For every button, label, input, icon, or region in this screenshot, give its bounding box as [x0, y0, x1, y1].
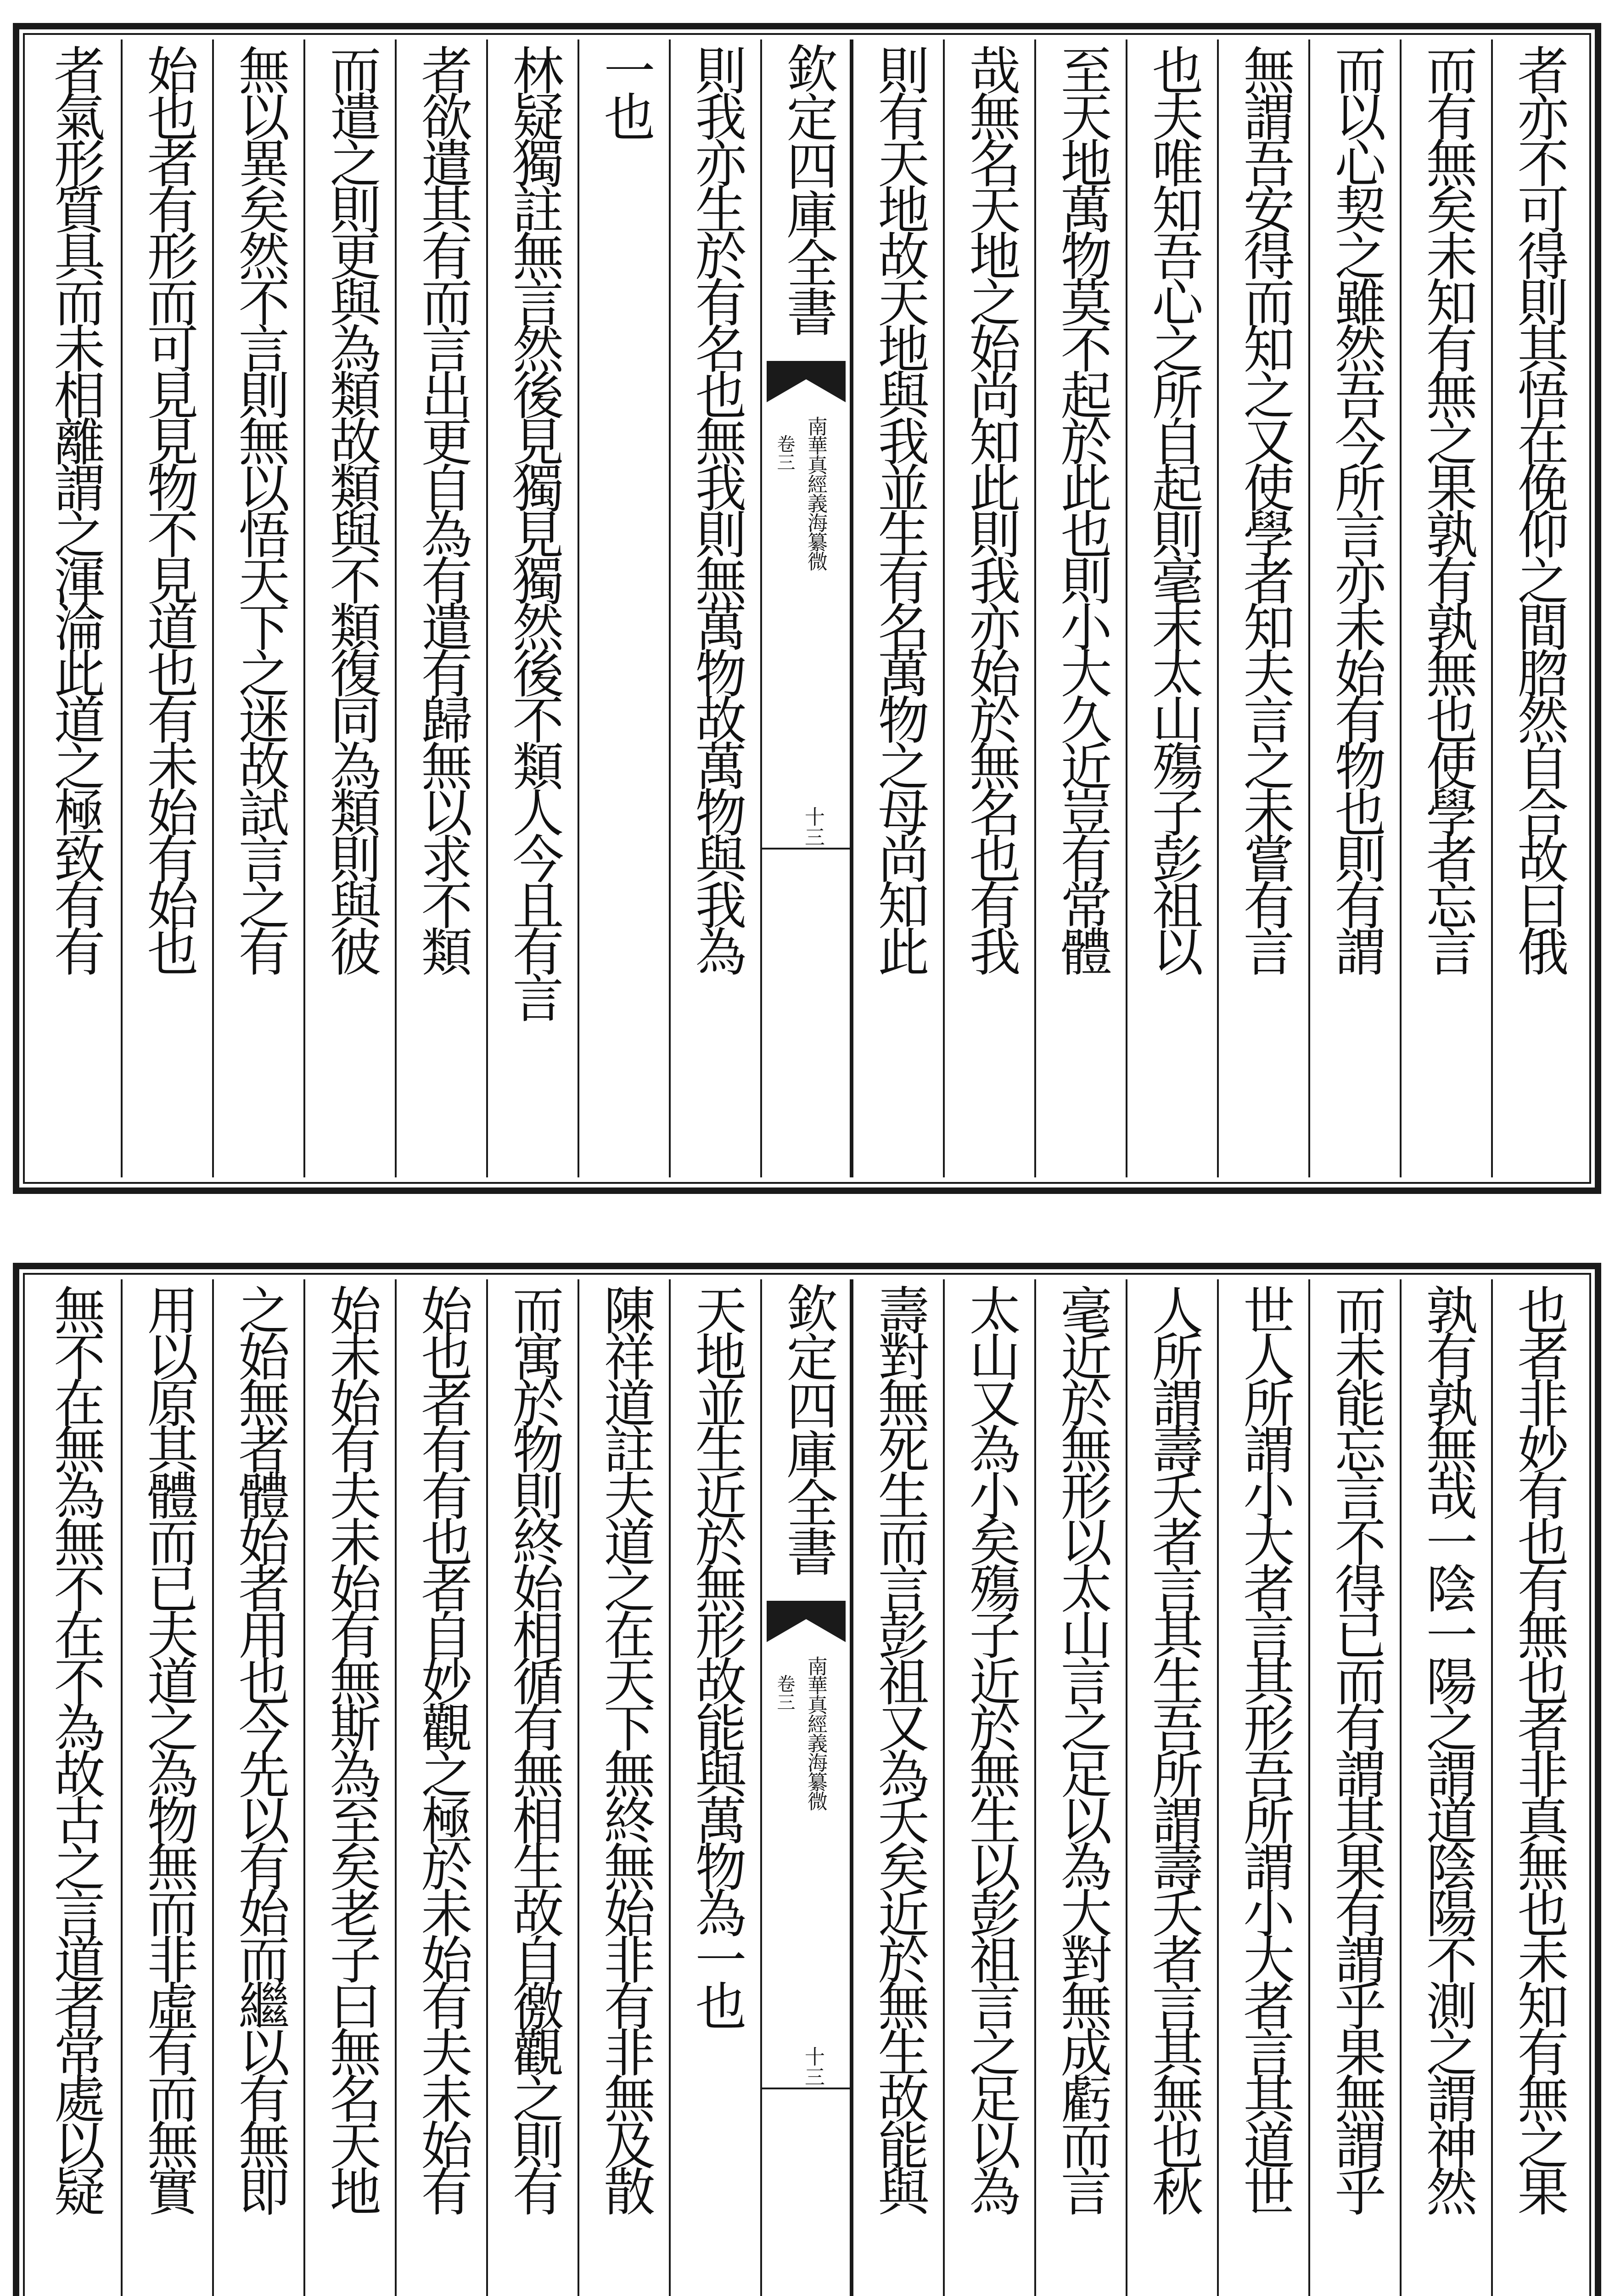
text-column: 者氣形質具而未相離謂之渾淪此道之極致有有: [45, 44, 105, 972]
center-spine: [760, 1279, 852, 2296]
folio-number: 十三: [801, 2046, 824, 2087]
fishtail-mark-icon: [767, 1601, 846, 1642]
text-column: 而寓於物則終始相循有無相生故自徼觀之則有: [486, 1279, 578, 2296]
collection-title: 欽定四庫全書: [778, 1282, 838, 1574]
fishtail-mark-icon: [767, 361, 846, 402]
text-column: 用以原其體而已夫道之為物無而非虛有而無實: [121, 1279, 212, 2296]
book-title: 南華真經義海纂微: [804, 416, 827, 570]
text-column: 則有天地故天地與我並生有名萬物之母尚知此: [852, 39, 943, 1177]
divider: [762, 2088, 853, 2089]
text-column: 天地並生近於無形故能與萬物為一也: [669, 1279, 760, 2296]
text-column: 而未能忘言不得已而有謂其果有謂乎果無謂乎: [1308, 1279, 1400, 2296]
text-column: 孰有孰無哉一陰一陽之謂道陰陽不測之謂神然: [1400, 1279, 1491, 2296]
text-columns: [29, 1279, 1585, 2296]
text-column: 始也者有形而可見見物不見道也有未始有始也: [121, 39, 212, 1177]
text-column: 則我亦生於有名也無我則無萬物故萬物與我為: [669, 39, 760, 1177]
text-column: 者亦不可得則其悟在俛仰之間脗然自合故曰俄: [1491, 39, 1582, 1177]
text-column: 者欲遣其有而言出更自為有遣有歸無以求不類: [395, 39, 486, 1177]
divider: [762, 848, 853, 850]
book-title: 南華真經義海纂微: [804, 1656, 827, 1810]
folio-number: 十三: [801, 806, 824, 847]
text-column: 而有無矣未知有無之果孰有孰無也使學者忘言: [1400, 39, 1491, 1177]
text-column: 人所謂壽夭者言其生吾所謂壽夭者言其無也秋: [1126, 1279, 1217, 2296]
text-column: 也者非妙有也有無也者非真無也未知有無之果: [1491, 1279, 1582, 2296]
page-bottom: [13, 1263, 1601, 2296]
text-column: 始未始有夫未始有無斯為至矣老子曰無名天地: [303, 1279, 395, 2296]
text-column: 一也: [578, 39, 669, 1177]
page-top: [13, 23, 1601, 1194]
text-column: 壽對無死生而言彭祖又為夭矣近於無生故能與: [852, 1279, 943, 2296]
text-column: 至天地萬物莫不起於此也則小大久近豈有常體: [1034, 39, 1126, 1177]
text-column: 無謂吾安得而知之又使學者知夫言之未嘗有言: [1217, 39, 1308, 1177]
text-column: 世人所謂小大者言其形吾所謂小大者言其道世: [1217, 1279, 1308, 2296]
center-spine: [760, 39, 852, 1177]
text-column: 始也者有有也者自妙觀之極於未始有夫未始有: [395, 1279, 486, 2296]
text-column: 毫近於無形以太山言之足以為大對無成虧而言: [1034, 1279, 1126, 2296]
text-column: 林疑獨註無言然後見獨見獨然後不類人今且有言: [486, 39, 578, 1177]
text-column: 也夫唯知吾心之所自起則毫末太山殤子彭祖以: [1126, 39, 1217, 1177]
text-column: 而以心契之雖然吾今所言亦未始有物也則有謂: [1308, 39, 1400, 1177]
chapter-label: 卷三: [774, 434, 795, 471]
text-columns: [29, 39, 1585, 1177]
collection-title: 欽定四庫全書: [778, 42, 838, 334]
text-column: 無以異矣然不言則無以悟天下之迷故試言之有: [212, 39, 303, 1177]
chapter-label: 卷三: [774, 1674, 795, 1711]
text-column: 而遣之則更與為類故類與不類復同為類則與彼: [303, 39, 395, 1177]
text-column: 之始無者體始者用也今先以有始而繼以有無即: [212, 1279, 303, 2296]
text-column: 陳祥道註夫道之在天下無終無始非有非無及散: [578, 1279, 669, 2296]
text-column: 哉無名天地之始尚知此則我亦始於無名也有我: [943, 39, 1034, 1177]
text-column: 太山又為小矣殤子近於無生以彭祖言之足以為: [943, 1279, 1034, 2296]
text-column: 無不在無為無不在不為故古之言道者常處以疑: [45, 1284, 105, 2212]
